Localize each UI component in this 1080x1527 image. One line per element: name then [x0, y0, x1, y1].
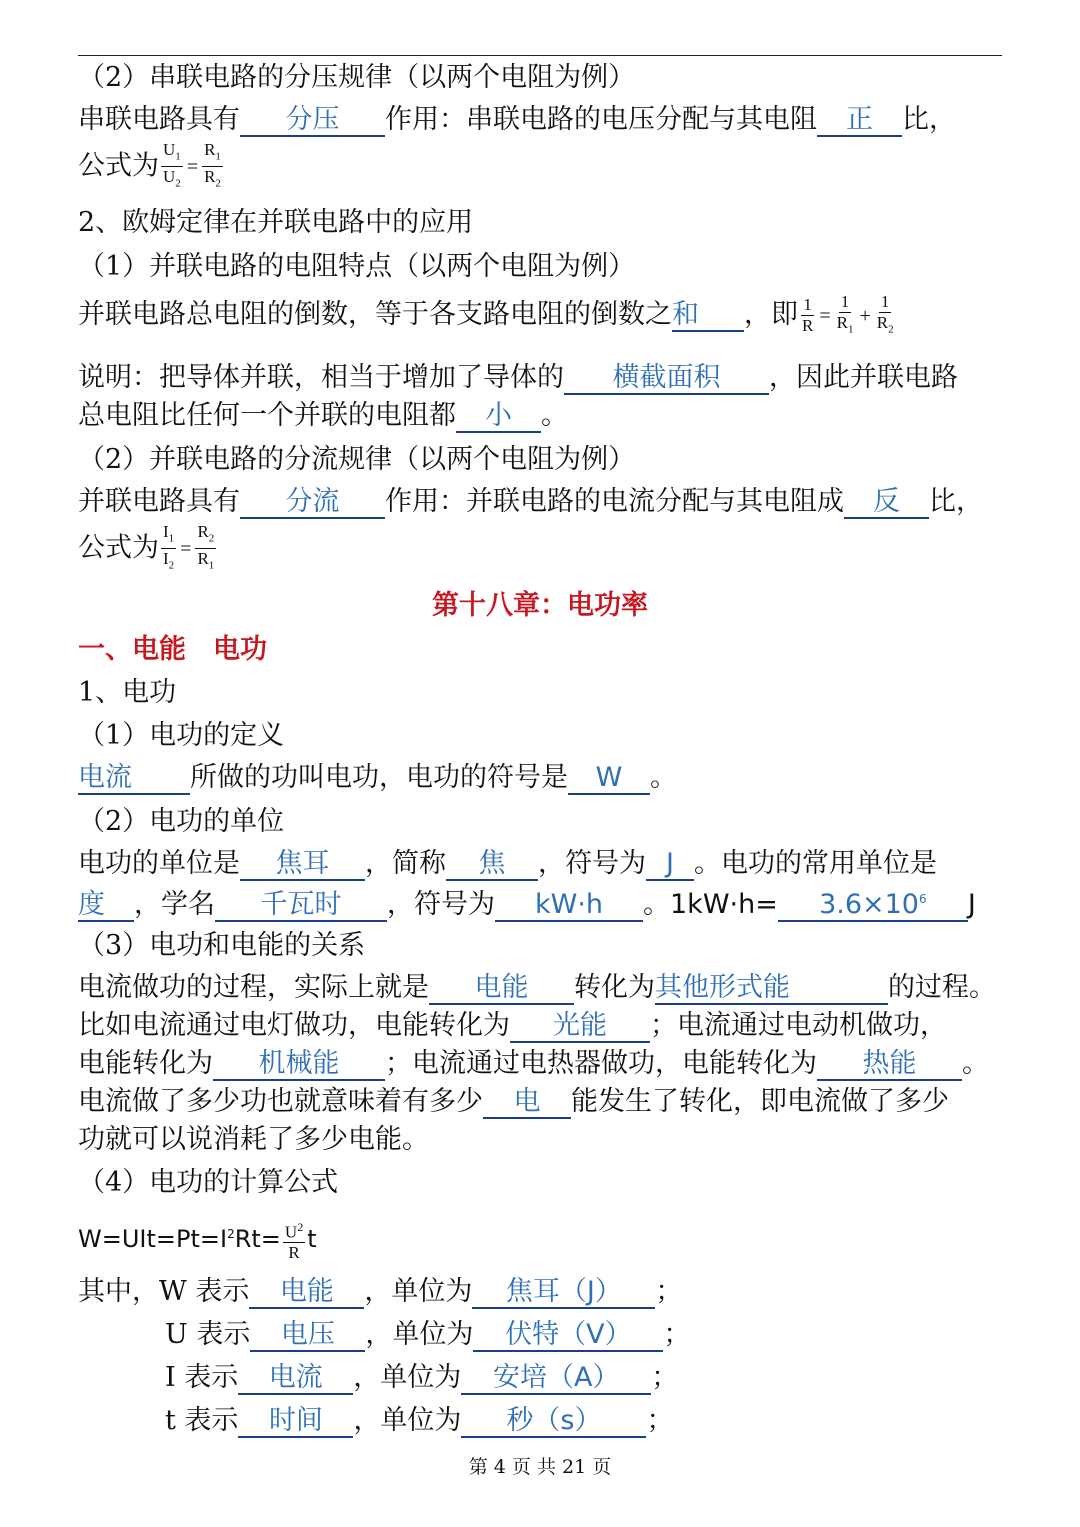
- subheading-definition: （1）电功的定义: [78, 720, 285, 751]
- answer-blank: 电能: [249, 1277, 364, 1309]
- answer-blank: $3.6\times 10^6$: [778, 884, 968, 922]
- text-line: 说明：把导体并联，相当于增加了导体的 横截面积 ，因此并联电路: [78, 362, 958, 393]
- heading-parallel: 2、欧姆定律在并联电路中的应用: [78, 207, 474, 238]
- answer-blank: J: [646, 849, 694, 881]
- formula-line: 公式为 $\frac{I_1}{I_2}$ = $\frac{R_2}{R_1}$: [78, 522, 1010, 576]
- answer-blank: kW·h: [495, 890, 643, 922]
- answer-blank: 电压: [250, 1320, 365, 1352]
- fraction: $\frac{1}{R}$: [802, 295, 814, 336]
- text-line: 电功的单位是 焦耳 ，简称 焦 ，符号为 J 。电功的常用单位是: [78, 848, 937, 879]
- answer-blank: 电流: [78, 763, 190, 795]
- heading-electric-work: 1、电功: [78, 677, 177, 708]
- answer-blank: W: [568, 763, 650, 795]
- text-line: 串联电路具有 分压 作用：串联电路的电压分配与其电阻 正 比，: [78, 104, 956, 135]
- text-line: 电流做了多少功也就意味着有多少 电 能发生了转化，即电流做了多少: [78, 1086, 949, 1117]
- text-line: 并联电路总电阻的倒数，等于各支路电阻的倒数之和 ，即 $\frac{1}{R}$ = $\frac{1}{R_1}$ + $\frac{1}{R_2}$: [78, 292, 1010, 339]
- answer-blank: 焦: [446, 849, 538, 881]
- work-formula: $W=UIt=Pt=I^2Rt=$ $\frac{U^2}{R}$ t: [78, 1210, 1010, 1263]
- answer-blank: 安培（A）: [461, 1363, 651, 1395]
- top-rule: [78, 55, 1002, 56]
- text-line: 电流 所做的功叫电功，电功的符号是 W 。: [78, 762, 677, 793]
- answer-blank: 电流: [238, 1363, 353, 1395]
- answer-blank: 其他形式能: [655, 973, 888, 1005]
- subheading-unit: （2）电功的单位: [78, 806, 285, 837]
- formula-line: 公式为 $\frac{U_1}{U_2}$ = $\frac{R_1}{R_2}$: [78, 140, 1010, 194]
- answer-blank: 分压: [240, 105, 385, 137]
- fraction: $\frac{U_1}{U_2}$: [163, 140, 181, 190]
- text-line: 总电阻比任何一个并联的电阻都 小 。: [78, 400, 568, 431]
- text-line: U 表示 电压 ，单位为 伏特（V） ；: [165, 1319, 691, 1350]
- fraction: $\frac{1}{R_2}$: [876, 292, 894, 336]
- section-title: 一、电能 电功: [78, 634, 267, 665]
- page-footer: 第 4 页 共 21 页: [468, 1456, 612, 1478]
- answer-blank: 和: [672, 300, 744, 332]
- text-line: 度 ，学名 千瓦时 ，符号为 kW·h 。$1kW\cdot h= 3.6\times 10^6$ J: [78, 884, 1010, 923]
- answer-blank: 焦耳: [240, 849, 365, 881]
- subheading-parallel-resistance: （1）并联电路的电阻特点（以两个电阻为例）: [78, 251, 636, 282]
- answer-blank: 电能: [429, 973, 574, 1005]
- text-line: 电能转化为 机械能 ；电流通过电热器做功，电能转化为 热能 。: [78, 1048, 989, 1079]
- answer-blank: 反: [844, 487, 929, 519]
- text-line: 比如电流通过电灯做功，电能转化为 光能 ；电流通过电动机做功，: [78, 1010, 947, 1041]
- answer-blank: 小: [456, 401, 541, 433]
- answer-blank: 正: [817, 105, 902, 137]
- text-line: I 表示 电流 ，单位为 安培（A） ；: [165, 1362, 679, 1393]
- answer-blank: 机械能: [213, 1049, 385, 1081]
- answer-blank: 焦耳（J）: [472, 1277, 655, 1309]
- chapter-title: 第十八章：电功率: [432, 590, 648, 621]
- answer-blank: 光能: [510, 1011, 650, 1043]
- text-line: 其中，W 表示 电能 ，单位为 焦耳（J） ；: [78, 1276, 683, 1307]
- fraction: $\frac{1}{R_1}$: [836, 292, 854, 336]
- answer-blank: 分流: [240, 487, 385, 519]
- subheading-relation: （3）电功和电能的关系: [78, 930, 366, 961]
- text-line: 电流做功的过程，实际上就是 电能 转化为其他形式能 的过程。: [78, 972, 996, 1003]
- answer-blank: 热能: [817, 1049, 962, 1081]
- text-line: 功就可以说消耗了多少电能。: [78, 1124, 429, 1155]
- text-line: t 表示 时间 ，单位为 秒（s） ；: [165, 1405, 674, 1436]
- answer-blank: 电: [483, 1087, 571, 1119]
- answer-blank: 秒（s）: [461, 1406, 646, 1438]
- answer-blank: 千瓦时: [215, 890, 387, 922]
- answer-blank: 度: [78, 890, 134, 922]
- answer-blank: 横截面积: [564, 363, 769, 395]
- answer-blank: 时间: [238, 1406, 353, 1438]
- fraction: $\frac{R_2}{R_1}$: [197, 522, 215, 572]
- text-line: 并联电路具有 分流 作用：并联电路的电流分配与其电阻成 反 比，: [78, 486, 983, 517]
- fraction: $\frac{R_1}{R_2}$: [204, 140, 221, 190]
- subheading-series-voltage: （2）串联电路的分压规律（以两个电阻为例）: [78, 62, 636, 93]
- subheading-formula: （4）电功的计算公式: [78, 1167, 339, 1198]
- fraction: $\frac{I_1}{I_2}$: [163, 522, 175, 572]
- answer-blank: 伏特（V）: [473, 1320, 663, 1352]
- subheading-parallel-current: （2）并联电路的分流规律（以两个电阻为例）: [78, 444, 636, 475]
- fraction: $\frac{U^2}{R}$: [283, 1217, 305, 1264]
